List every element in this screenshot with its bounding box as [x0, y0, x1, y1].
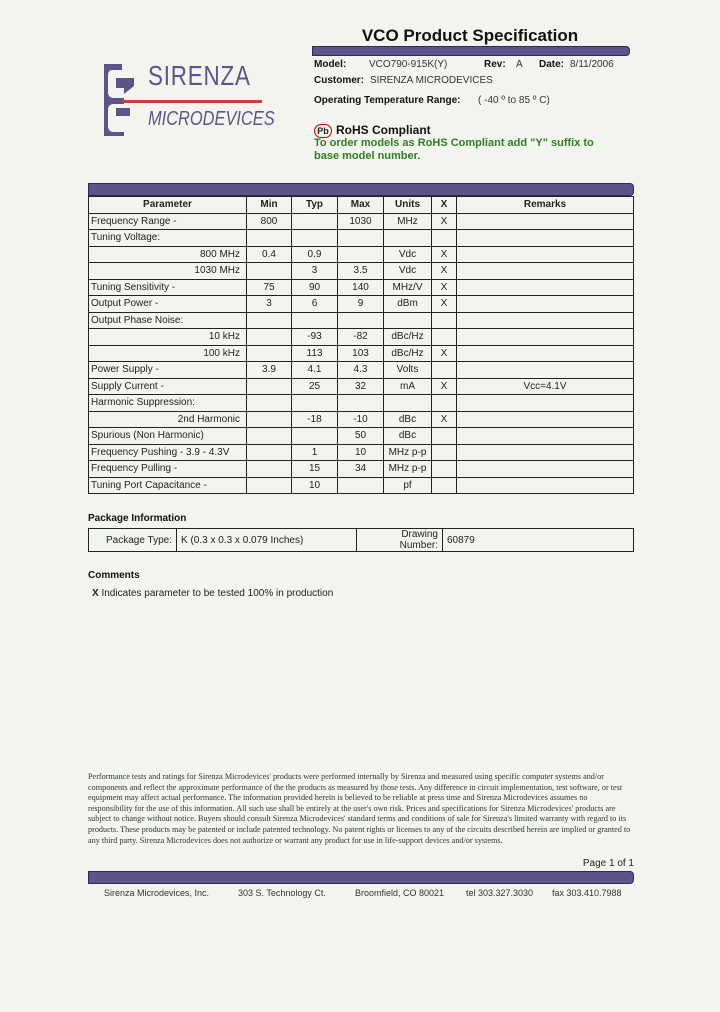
units-cell — [384, 230, 432, 247]
param-cell: 2nd Harmonic — [89, 411, 247, 428]
x-cell — [432, 444, 457, 461]
min-cell: 0.4 — [247, 246, 292, 263]
rohs-order-note: To order models as RoHS Compliant add "Y" suffix to base model number. — [314, 137, 594, 162]
max-cell: 103 — [338, 345, 384, 362]
x-cell: X — [432, 246, 457, 263]
typ-cell: 1 — [292, 444, 338, 461]
param-cell: Frequency Pulling - — [89, 461, 247, 478]
typ-cell — [292, 312, 338, 329]
temp-range-label: Operating Temperature Range: — [314, 95, 461, 106]
max-cell: -82 — [338, 329, 384, 346]
model-value: VCO790-915K(Y) — [369, 59, 448, 70]
typ-cell: -18 — [292, 411, 338, 428]
table-row — [89, 246, 634, 263]
x-cell — [432, 428, 457, 445]
min-cell — [247, 411, 292, 428]
max-cell — [338, 477, 384, 494]
param-cell: Output Power - — [89, 296, 247, 313]
units-cell: pf — [384, 477, 432, 494]
max-cell: 4.3 — [338, 362, 384, 379]
x-cell: X — [432, 345, 457, 362]
typ-cell: 15 — [292, 461, 338, 478]
param-cell: Frequency Range - — [89, 213, 247, 230]
param-cell: 10 kHz — [89, 329, 247, 346]
comments-heading: Comments — [88, 570, 140, 581]
x-cell: X — [432, 263, 457, 280]
min-cell — [247, 345, 292, 362]
max-cell: 3.5 — [338, 263, 384, 280]
model-label: Model: — [314, 59, 347, 70]
table-row — [89, 345, 634, 362]
temp-range-value: ( -40 º to 85 º C) — [478, 95, 550, 106]
table-row — [89, 362, 634, 379]
customer-label: Customer: — [314, 75, 365, 86]
min-cell — [247, 329, 292, 346]
footer-address: 303 S. Technology Ct. — [238, 888, 326, 898]
package-table — [88, 528, 634, 552]
max-cell: 140 — [338, 279, 384, 296]
logo-wordmark-bottom: MICRODEVICES — [148, 108, 275, 130]
remarks-cell — [457, 362, 634, 379]
min-cell — [247, 263, 292, 280]
min-cell — [247, 230, 292, 247]
min-cell: 75 — [247, 279, 292, 296]
rev-value: A — [516, 59, 523, 70]
units-cell: MHz p-p — [384, 444, 432, 461]
min-cell — [247, 444, 292, 461]
x-cell: X — [432, 378, 457, 395]
max-cell: 32 — [338, 378, 384, 395]
units-cell: dBm — [384, 296, 432, 313]
remarks-cell — [457, 246, 634, 263]
document-title: VCO Product Specification — [361, 26, 579, 45]
footer-fax: fax 303.410.7988 — [552, 888, 622, 898]
x-cell: X — [432, 411, 457, 428]
rohs-compliant-heading — [314, 123, 431, 138]
max-cell — [338, 246, 384, 263]
max-cell: 9 — [338, 296, 384, 313]
max-cell — [338, 395, 384, 412]
units-cell: Vdc — [384, 263, 432, 280]
units-cell — [384, 395, 432, 412]
typ-cell: 3 — [292, 263, 338, 280]
remarks-cell — [457, 461, 634, 478]
units-cell: MHz/V — [384, 279, 432, 296]
units-cell: Volts — [384, 362, 432, 379]
min-cell — [247, 461, 292, 478]
footer-bar — [88, 871, 634, 884]
spec-table — [88, 196, 634, 494]
typ-cell — [292, 213, 338, 230]
max-cell: 10 — [338, 444, 384, 461]
typ-cell: 25 — [292, 378, 338, 395]
x-cell — [432, 395, 457, 412]
units-cell — [384, 312, 432, 329]
legal-disclaimer: Performance tests and ratings for Sirenza Microdevices' products were performed internally by Sirenza and measured using specific computer systems and/or components and reflect the approximate performance of the the products as measured by those tests. Any difference in circuit implementation, test software, or test equipment may affect actual performance. The information provided herein is believed to be reliable at press time and Sirenza Microdevices assumes no responsibility for the use of this information. All such use shall be entirely at the user's own risk. Prices and specifications for Sirenza Microdevices' products are subject to change without notice. Buyers should consult Sirenza Microdevices' standard terms and conditions of sale for Sirenza's limited warranty with regard to its products. These products may be patented or include patented technology. No patent rights or licenses to any of the circuits described herein are implied or granted to any third party. Sirenza Microdevices does not authorize or warrant any product for use in life-support devices and/or systems. — [88, 772, 631, 845]
typ-cell: 10 — [292, 477, 338, 494]
col-header-max: Max — [338, 197, 384, 214]
min-cell: 3 — [247, 296, 292, 313]
remarks-cell — [457, 411, 634, 428]
company-logo — [100, 58, 275, 140]
remarks-cell — [457, 279, 634, 296]
min-cell: 800 — [247, 213, 292, 230]
units-cell: dBc — [384, 411, 432, 428]
date-value: 8/11/2006 — [570, 59, 614, 70]
col-header-min: Min — [247, 197, 292, 214]
param-cell: Output Phase Noise: — [89, 312, 247, 329]
x-cell — [432, 312, 457, 329]
spec-table-header-row — [89, 197, 634, 214]
min-cell — [247, 378, 292, 395]
page-number: Page 1 of 1 — [582, 858, 634, 869]
date-label: Date: — [539, 59, 565, 70]
package-type-value: K (0.3 x 0.3 x 0.079 Inches) — [177, 529, 357, 552]
min-cell — [247, 312, 292, 329]
param-cell: Frequency Pushing - 3.9 - 4.3V — [89, 444, 247, 461]
remarks-cell — [457, 329, 634, 346]
units-cell: dBc/Hz — [384, 345, 432, 362]
drawing-number-label: Drawing Number: — [357, 529, 443, 552]
col-header-typ: Typ — [292, 197, 338, 214]
remarks-cell — [457, 345, 634, 362]
param-cell: 100 kHz — [89, 345, 247, 362]
units-cell: MHz — [384, 213, 432, 230]
remarks-cell — [457, 444, 634, 461]
typ-cell: 0.9 — [292, 246, 338, 263]
table-row — [89, 428, 634, 445]
units-cell: Vdc — [384, 246, 432, 263]
table-row — [89, 411, 634, 428]
remarks-cell — [457, 296, 634, 313]
typ-cell — [292, 230, 338, 247]
table-row — [89, 477, 634, 494]
min-cell — [247, 477, 292, 494]
param-cell: Power Supply - — [89, 362, 247, 379]
table-row — [89, 395, 634, 412]
max-cell: 50 — [338, 428, 384, 445]
remarks-cell — [457, 230, 634, 247]
typ-cell: 6 — [292, 296, 338, 313]
units-cell: MHz p-p — [384, 461, 432, 478]
max-cell: 34 — [338, 461, 384, 478]
drawing-number-value: 60879 — [443, 529, 634, 552]
table-row — [89, 279, 634, 296]
table-row — [89, 444, 634, 461]
x-cell: X — [432, 213, 457, 230]
x-cell: X — [432, 296, 457, 313]
param-cell: Tuning Port Capacitance - — [89, 477, 247, 494]
table-row — [89, 461, 634, 478]
table-row — [89, 213, 634, 230]
min-cell — [247, 428, 292, 445]
col-header-remarks: Remarks — [457, 197, 634, 214]
units-cell: mA — [384, 378, 432, 395]
remarks-cell — [457, 213, 634, 230]
x-cell — [432, 230, 457, 247]
remarks-cell — [457, 263, 634, 280]
x-cell — [432, 362, 457, 379]
table-row — [89, 329, 634, 346]
typ-cell: 90 — [292, 279, 338, 296]
max-cell — [338, 230, 384, 247]
param-cell: Spurious (Non Harmonic) — [89, 428, 247, 445]
param-cell: Supply Current - — [89, 378, 247, 395]
x-cell — [432, 461, 457, 478]
table-row — [89, 263, 634, 280]
max-cell — [338, 312, 384, 329]
package-info-heading: Package Information — [88, 513, 187, 524]
spec-table-bar — [88, 183, 634, 196]
typ-cell — [292, 428, 338, 445]
rohs-label: RoHS Compliant — [336, 123, 431, 137]
remarks-cell: Vcc=4.1V — [457, 378, 634, 395]
comment-text: Indicates parameter to be tested 100% in production — [101, 588, 334, 599]
comment-line — [92, 588, 333, 599]
remarks-cell — [457, 428, 634, 445]
param-cell: 1030 MHz — [89, 263, 247, 280]
min-cell: 3.9 — [247, 362, 292, 379]
test-mark: X — [92, 588, 99, 599]
param-cell: 800 MHz — [89, 246, 247, 263]
units-cell: dBc — [384, 428, 432, 445]
units-cell: dBc/Hz — [384, 329, 432, 346]
param-cell: Harmonic Suppression: — [89, 395, 247, 412]
param-cell: Tuning Sensitivity - — [89, 279, 247, 296]
remarks-cell — [457, 395, 634, 412]
package-type-label: Package Type: — [89, 529, 177, 552]
logo-wordmark-top: SIRENZA — [148, 60, 251, 91]
pb-free-badge-icon: Pb — [314, 124, 332, 138]
footer-phone: tel 303.327.3030 — [466, 888, 534, 898]
col-header-units: Units — [384, 197, 432, 214]
remarks-cell — [457, 312, 634, 329]
title-bar — [312, 46, 630, 56]
x-cell — [432, 477, 457, 494]
max-cell: -10 — [338, 411, 384, 428]
table-row — [89, 296, 634, 313]
table-row — [89, 230, 634, 247]
footer-city: Broomfield, CO 80021 — [355, 888, 445, 898]
min-cell — [247, 395, 292, 412]
typ-cell: -93 — [292, 329, 338, 346]
typ-cell — [292, 395, 338, 412]
col-header-parameter: Parameter — [89, 197, 247, 214]
col-header-x: X — [432, 197, 457, 214]
x-cell — [432, 329, 457, 346]
typ-cell: 113 — [292, 345, 338, 362]
customer-value: SIRENZA MICRODEVICES — [370, 75, 493, 86]
package-row — [89, 529, 634, 552]
param-cell: Tuning Voltage: — [89, 230, 247, 247]
rev-label: Rev: — [484, 59, 506, 70]
table-row — [89, 378, 634, 395]
typ-cell: 4.1 — [292, 362, 338, 379]
table-row — [89, 312, 634, 329]
x-cell: X — [432, 279, 457, 296]
remarks-cell — [457, 477, 634, 494]
max-cell: 1030 — [338, 213, 384, 230]
footer-company: Sirenza Microdevices, Inc. — [104, 888, 210, 898]
